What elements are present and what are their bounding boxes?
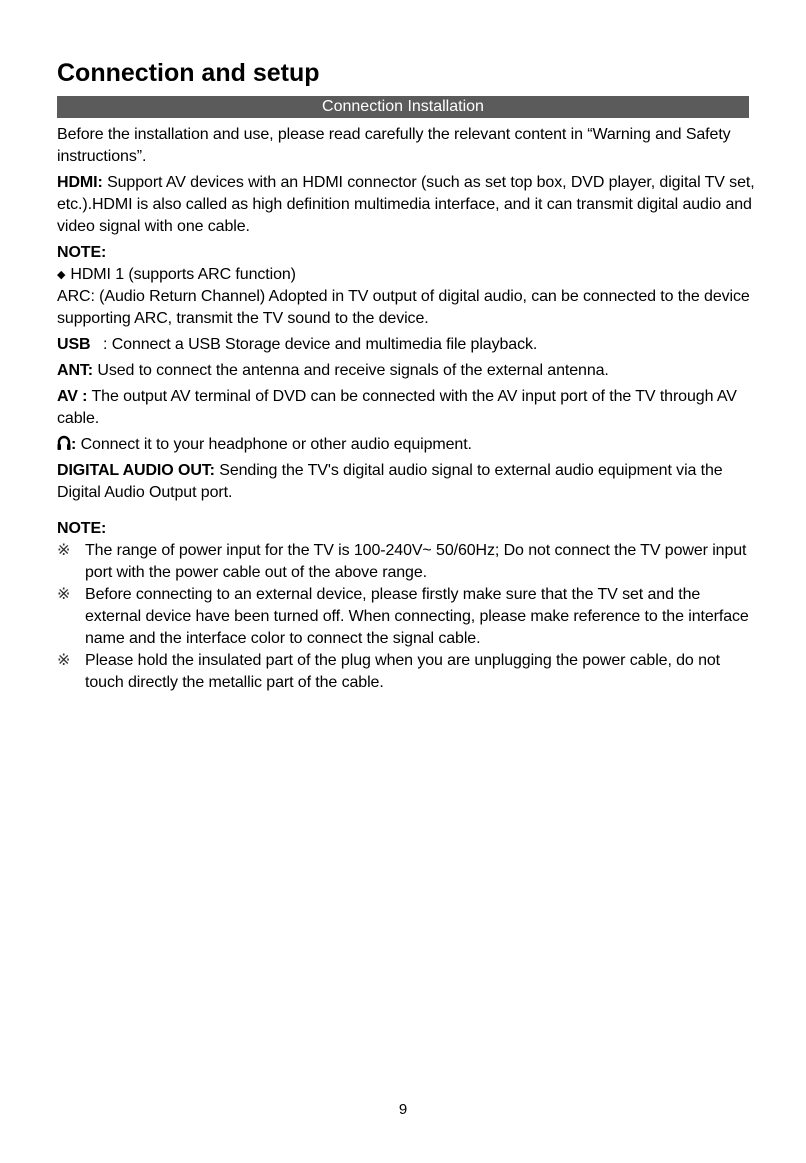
note2-heading: NOTE: <box>57 520 107 537</box>
intro-paragraph: Before the installation and use, please read carefully the relevant content in “Warning and Safety instructions”. <box>57 126 731 165</box>
section-header-label: Connection Installation <box>322 98 484 115</box>
arc-paragraph: ARC: (Audio Return Channel) Adopted in TV output of digital audio, can be connected to the device supporting ARC, transmit the TV sound to the device. <box>57 288 750 327</box>
note2-list <box>57 540 757 694</box>
reference-mark-icon: ※ <box>57 586 71 603</box>
ant-text: Used to connect the antenna and receive signals of the external antenna. <box>93 362 609 379</box>
note2-item <box>57 650 757 694</box>
content-body <box>57 124 757 694</box>
note2-item-text: The range of power input for the TV is 100-240V~ 50/60Hz; Do not connect the TV power input port with the power cable out of the above range. <box>85 542 747 581</box>
av-label: AV : <box>57 388 88 405</box>
hdmi1-bullet <box>57 264 757 286</box>
ant-label: ANT: <box>57 362 94 379</box>
av-paragraph <box>57 386 757 430</box>
headphone-icon <box>57 435 71 451</box>
reference-mark-icon: ※ <box>57 542 71 559</box>
digital-audio-text: Sending the TV's digital audio signal to external audio equipment via the Digital Audio Output port. <box>57 462 723 501</box>
note2-item-text: Before connecting to an external device, please firstly make sure that the TV set and the external device have been turned off. When connecting, please make reference to the interface name and the interface color to connect the signal cable. <box>85 586 749 647</box>
reference-mark-icon: ※ <box>57 652 71 669</box>
note2-item-text: Please hold the insulated part of the plug when you are unplugging the power cable, do not touch directly the metallic part of the cable. <box>85 652 721 691</box>
page-number: 9 <box>398 1101 408 1118</box>
headphone-label: : <box>71 436 77 453</box>
ant-paragraph <box>57 360 757 382</box>
headphone-text: Connect it to your headphone or other audio equipment. <box>76 436 472 453</box>
usb-text: : Connect a USB Storage device and multimedia file playback. <box>103 336 538 353</box>
hdmi1-bullet-text: HDMI 1 (supports ARC function) <box>70 266 296 283</box>
digital-audio-label: DIGITAL AUDIO OUT: <box>57 462 215 479</box>
page-title: Connection and setup <box>57 59 320 87</box>
note1-heading: NOTE: <box>57 244 107 261</box>
av-text: The output AV terminal of DVD can be connected with the AV input port of the TV through AV cable. <box>57 388 737 427</box>
usb-label: USB <box>57 336 91 353</box>
diamond-bullet-icon: ◆ <box>57 269 66 281</box>
hdmi-text: Support AV devices with an HDMI connector (such as set top box, DVD player, digital TV set, etc.).HDMI is also called as high definition multimedia interface, and it can transmit digital audio and video signal with one cable. <box>57 174 755 235</box>
hdmi-label: HDMI: <box>57 174 103 191</box>
headphone-paragraph <box>57 434 757 456</box>
digital-audio-paragraph <box>57 460 757 504</box>
note2-item <box>57 540 757 584</box>
hdmi-paragraph <box>57 172 757 238</box>
usb-paragraph <box>57 334 757 356</box>
section-header-bar <box>57 96 749 118</box>
note2-item <box>57 584 757 650</box>
